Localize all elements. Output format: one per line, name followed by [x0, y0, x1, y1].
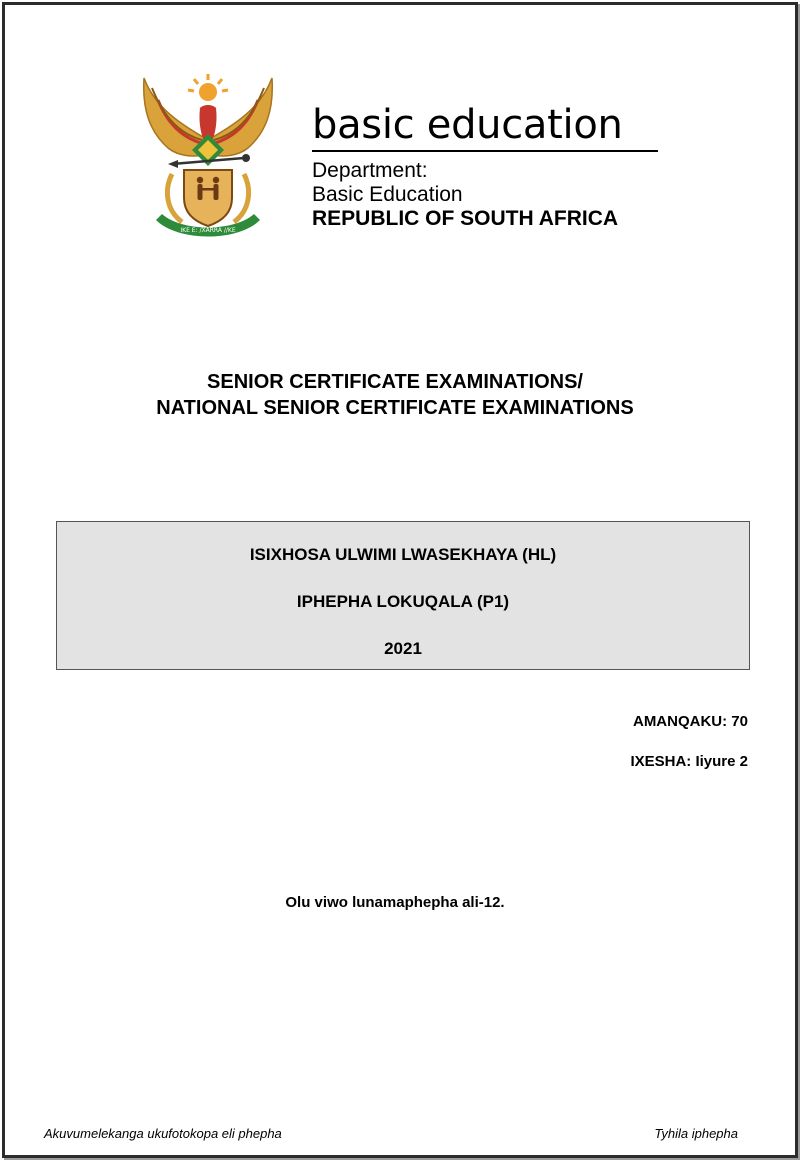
time-label: IXESHA: Iiyure 2	[630, 753, 748, 770]
exam-title-line2: NATIONAL SENIOR CERTIFICATE EXAMINATIONS	[156, 397, 634, 419]
brand-title: basic education	[312, 102, 623, 148]
exam-year: 2021	[384, 639, 422, 658]
crest-motto: IKE E: /XARRA //KE	[180, 227, 236, 234]
subject-box	[56, 521, 750, 670]
coat-of-arms-icon	[138, 70, 278, 242]
marks-label: AMANQAKU: 70	[632, 713, 748, 730]
page-count-note: Olu viwo lunamaphepha ali-12.	[285, 894, 505, 911]
department-name: Basic Education	[312, 183, 463, 206]
turn-over-note: Tyhila iphepha	[654, 1126, 738, 1141]
copyright-notice: Akuvumelekanga ukufotokopa eli phepha	[44, 1126, 282, 1141]
paper-number: IPHEPHA LOKUQALA (P1)	[296, 592, 510, 611]
exam-title-line1: SENIOR CERTIFICATE EXAMINATIONS/	[207, 371, 583, 393]
department-label: Department:	[312, 159, 428, 182]
country-name: REPUBLIC OF SOUTH AFRICA	[312, 207, 619, 230]
brand-divider	[312, 150, 658, 152]
subject-name: ISIXHOSA ULWIMI LWASEKHAYA (HL)	[249, 545, 557, 564]
